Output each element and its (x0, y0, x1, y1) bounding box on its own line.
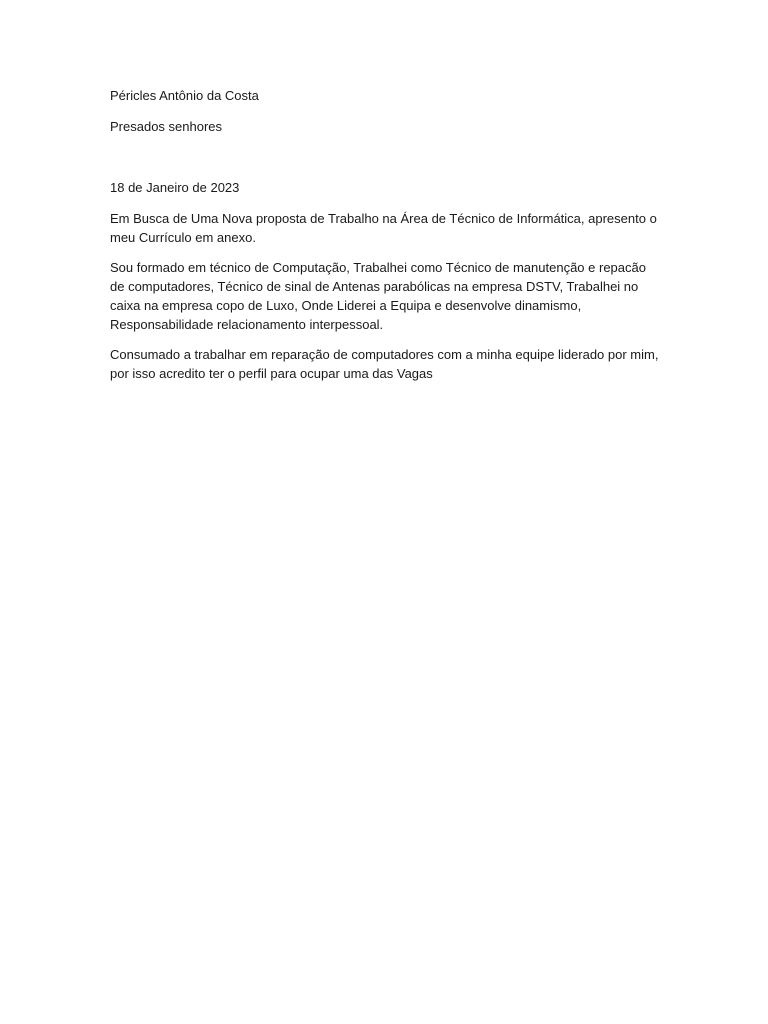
letter-date: 18 de Janeiro de 2023 (110, 180, 240, 195)
paragraph-intro: Em Busca de Uma Nova proposta de Trabalho na Área de Técnico de Informática, apresento o meu Currículo em anexo. (110, 211, 657, 245)
sender-name: Péricles Antônio da Costa (110, 88, 259, 103)
greeting: Presados senhores (110, 119, 223, 134)
paragraph-experience: Sou formado em técnico de Computação, Trabalhei como Técnico de manutenção e repacão de computadores, Técnico de sinal de Antenas parabólicas na empresa DSTV, Trabalhei no caixa na empresa copo de Luxo, Onde Liderei a Equipa e desenvolve dinamismo, Responsabilidade relacionamento interpessoal. (110, 260, 646, 332)
letter-body (110, 86, 660, 394)
paragraph-closing: Consumado a trabalhar em reparação de computadores com a minha equipe liderado por mim, por isso acredito ter o perfil para ocupar uma das Vagas (110, 347, 659, 381)
